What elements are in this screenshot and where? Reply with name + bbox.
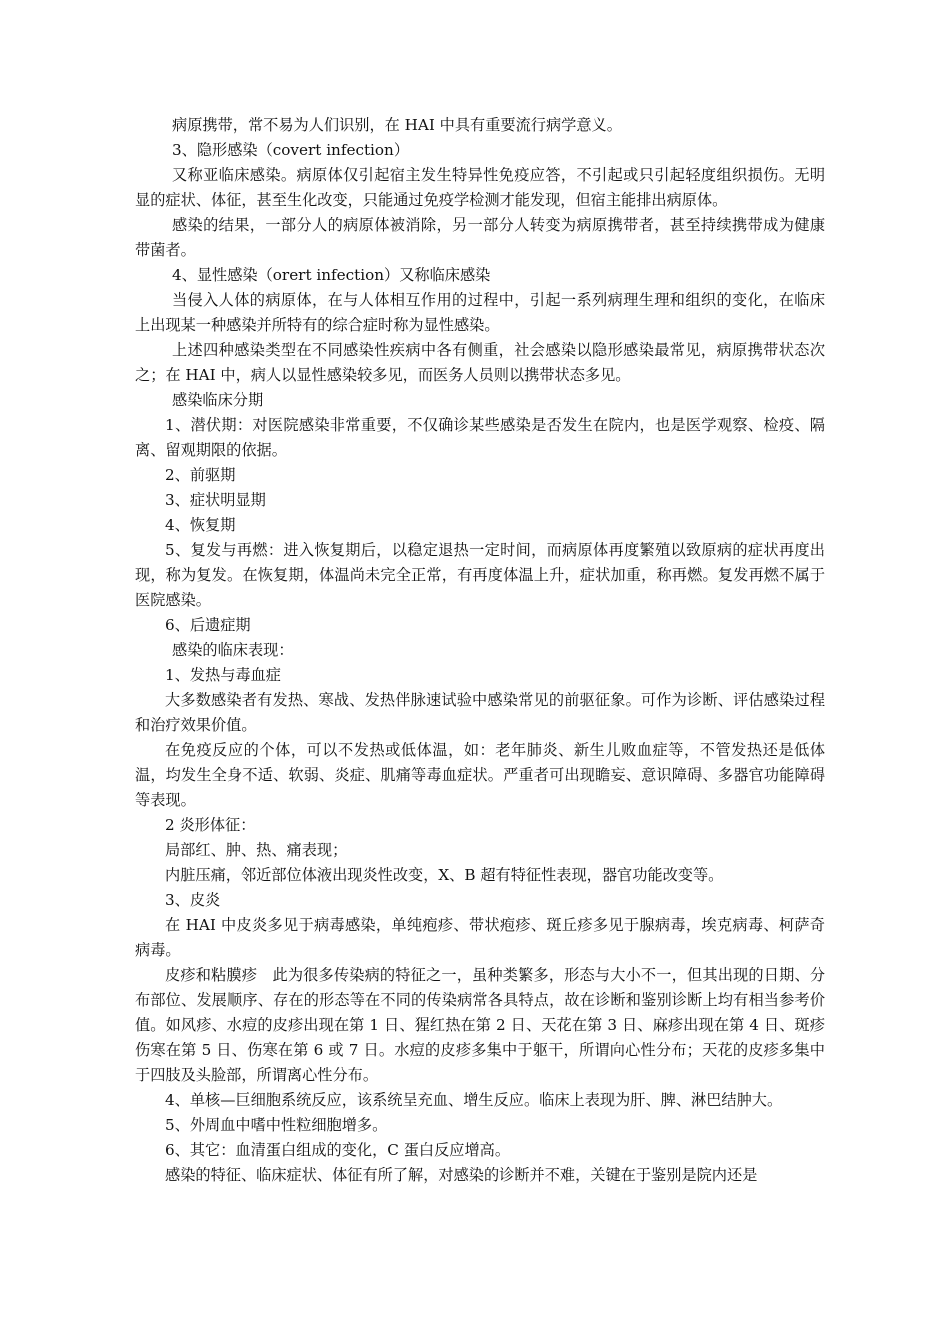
paragraph-7: 上述四种感染类型在不同感染性疾病中各有侧重，社会感染以隐形感染最常见，病原携带状态次之；在 HAI 中，病人以显性感染较多见，而医务人员则以携带状态多见。 xyxy=(135,341,825,384)
stage-prodromal: 2、前驱期 xyxy=(165,466,236,484)
document-body xyxy=(135,113,825,1188)
paragraph-rash: 皮疹和粘膜疹 此为很多传染病的特征之一，虽种类繁多，形态与大小不一，但其出现的日期、分布部位、发展顺序、存在的形态等在不同的传染病常各具特点，故在诊断和鉴别诊断上均有相当参考价值。如风疹、水痘的皮疹出现在第 1 日、猩红热在第 2 日、天花在第 3 日、麻疹出现在第 4 日、斑疹伤寒在第 5 日、伤寒在第 6 或 7 日。水痘的皮疹多集中于躯干，所谓向心性分布；天花的皮疹多集中于四肢及头脸部，所谓离心性分布。 xyxy=(135,966,825,1084)
paragraph-3: 又称亚临床感染。病原体仅引起宿主发生特异性免疫应答，不引起或只引起轻度组织损伤。无明显的症状、体征，甚至生化改变，只能通过免疫学检测才能发现，但宿主能排出病原体。 xyxy=(135,166,825,209)
heading-fever: 1、发热与毒血症 xyxy=(165,666,281,684)
paragraph-visceral-signs: 内脏压痛，邻近部位体液出现炎性改变，X、B 超有特征性表现，器官功能改变等。 xyxy=(165,866,724,884)
stage-symptomatic: 3、症状明显期 xyxy=(165,491,266,509)
paragraph-mononuclear: 4、单核—巨细胞系统反应，该系统呈充血、增生反应。临床上表现为肝、脾、淋巴结肿大。 xyxy=(165,1091,783,1109)
paragraph-neutrophil: 5、外周血中嗜中性粒细胞增多。 xyxy=(165,1116,388,1134)
paragraph-local-signs: 局部红、肿、热、痛表现； xyxy=(165,841,348,859)
paragraph-other: 6、其它：血清蛋白组成的变化，C 蛋白反应增高。 xyxy=(165,1141,511,1159)
heading-clinical-stages: 感染临床分期 xyxy=(172,391,264,409)
paragraph-6: 当侵入人体的病原体，在与人体相互作用的过程中，引起一系列病理生理和组织的变化，在临床上出现某一种感染并所特有的综合症时称为显性感染。 xyxy=(135,291,825,334)
stage-recovery: 4、恢复期 xyxy=(165,516,236,534)
paragraph-dermatitis: 在 HAI 中皮炎多见于病毒感染，单纯疱疹、带状疱疹、斑丘疹多见于腺病毒，埃克病毒、柯萨奇病毒。 xyxy=(135,916,825,959)
stage-incubation: 1、潜伏期：对医院感染非常重要，不仅确诊某些感染是否发生在院内，也是医学观察、检疫、隔离、留观期限的依据。 xyxy=(135,416,825,459)
stage-sequelae: 6、后遗症期 xyxy=(165,616,251,634)
heading-covert-infection: 3、隐形感染（covert infection） xyxy=(172,141,410,159)
stage-relapse: 5、复发与再燃：进入恢复期后，以稳定退热一定时间，而病原体再度繁殖以致原病的症状再度出现，称为复发。在恢复期，体温尚未完全正常，有再度体温上升，症状加重，称再燃。复发再燃不属于医院感染。 xyxy=(135,541,825,609)
heading-overt-infection: 4、显性感染（orert infection）又称临床感染 xyxy=(172,266,491,284)
heading-inflammation-signs: 2 炎形体征： xyxy=(165,816,256,834)
heading-clinical-manifestations: 感染的临床表现： xyxy=(172,641,294,659)
paragraph-4: 感染的结果，一部分人的病原体被消除，另一部分人转变为病原携带者，甚至持续携带成为健康带菌者。 xyxy=(135,216,825,259)
paragraph-final: 感染的特征、临床症状、体征有所了解，对感染的诊断并不难，关键在于鉴别是院内还是 xyxy=(165,1166,758,1184)
paragraph-fever-2: 在免疫反应的个体，可以不发热或低体温，如：老年肺炎、新生儿败血症等，不管发热还是低体温，均发生全身不适、软弱、炎症、肌痛等毒血症状。严重者可出现瞻妄、意识障碍、多器官功能障碍等表现。 xyxy=(135,741,825,809)
paragraph-fever-1: 大多数感染者有发热、寒战、发热伴脉速试验中感染常见的前驱征象。可作为诊断、评估感染过程和治疗效果价值。 xyxy=(135,691,825,734)
paragraph-1: 病原携带，常不易为人们识别，在 HAI 中具有重要流行病学意义。 xyxy=(172,116,622,134)
heading-dermatitis: 3、皮炎 xyxy=(165,891,221,909)
